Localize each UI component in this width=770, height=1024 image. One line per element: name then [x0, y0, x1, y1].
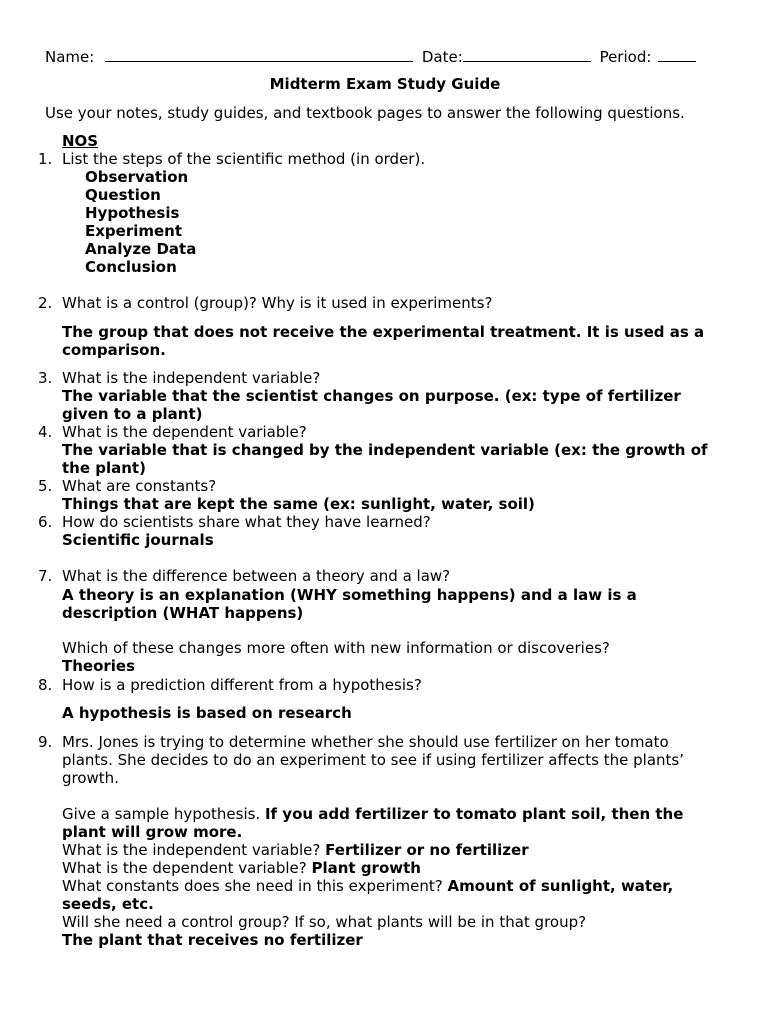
q9-dv-question: What is the dependent variable?: [62, 859, 312, 877]
q1-answer-step: Hypothesis: [85, 204, 180, 222]
q8-question: How is a prediction different from a hypothesis?: [62, 676, 422, 694]
period-blank[interactable]: [658, 47, 696, 62]
instructions: Use your notes, study guides, and textbook pages to answer the following questions.: [45, 104, 685, 122]
q9-control-answer: The plant that receives no fertilizer: [62, 931, 363, 949]
q3-number: 3.: [38, 369, 53, 387]
q7-number: 7.: [38, 567, 53, 585]
q9-prompt: Mrs. Jones is trying to determine whether she should use fertilizer on her tomato: [62, 733, 669, 751]
q8-number: 8.: [38, 676, 53, 694]
q9-iv-answer: Fertilizer or no fertilizer: [325, 841, 529, 859]
period-label: Period:: [599, 48, 652, 66]
q1-number: 1.: [38, 150, 53, 168]
q9-dv-row: [62, 859, 421, 877]
q1-answer-step: Question: [85, 186, 161, 204]
name-blank[interactable]: [105, 47, 413, 62]
q1-answer-step: Observation: [85, 168, 189, 186]
q2-question: What is a control (group)? Why is it used in experiments?: [62, 294, 493, 312]
q9-prompt: plants. She decides to do an experiment to see if using fertilizer affects the plants’: [62, 751, 684, 769]
q9-number: 9.: [38, 733, 53, 751]
q9-prompt: growth.: [62, 769, 119, 787]
q1-answer-step: Conclusion: [85, 258, 177, 276]
q1-answer-step: Experiment: [85, 222, 183, 240]
q9-hypothesis-question: Give a sample hypothesis.: [62, 805, 265, 823]
q2-answer: comparison.: [62, 341, 166, 359]
q7-followup-answer: Theories: [62, 657, 136, 675]
q1-question: List the steps of the scientific method (in order).: [62, 150, 426, 168]
section-heading: NOS: [62, 132, 99, 150]
q8-answer: A hypothesis is based on research: [62, 704, 352, 722]
q6-number: 6.: [38, 513, 53, 531]
q7-question: What is the difference between a theory and a law?: [62, 567, 451, 585]
name-row: [45, 47, 696, 66]
q5-number: 5.: [38, 477, 53, 495]
q9-constants-answer: Amount of sunlight, water,: [447, 877, 674, 895]
q9-constants-row: [62, 877, 673, 895]
q9-constants-answer: seeds, etc.: [62, 895, 154, 913]
q5-answer: Things that are kept the same (ex: sunlight, water, soil): [62, 495, 535, 513]
q9-hypothesis-row: [62, 805, 683, 823]
q2-number: 2.: [38, 294, 53, 312]
q7-answer: description (WHAT happens): [62, 604, 304, 622]
q3-answer: given to a plant): [62, 405, 203, 423]
q9-hypothesis-answer: plant will grow more.: [62, 823, 243, 841]
q4-answer: The variable that is changed by the independent variable (ex: the growth of: [62, 441, 708, 459]
q6-question: How do scientists share what they have learned?: [62, 513, 431, 531]
q9-hypothesis-answer: If you add fertilizer to tomato plant soil, then the: [264, 805, 684, 823]
date-blank[interactable]: [463, 47, 591, 62]
q7-followup: Which of these changes more often with new information or discoveries?: [62, 639, 610, 657]
q9-iv-row: [62, 841, 529, 859]
q9-dv-answer: Plant growth: [311, 859, 421, 877]
q1-answer-step: Analyze Data: [85, 240, 197, 258]
q2-answer: The group that does not receive the experimental treatment. It is used as a: [62, 323, 705, 341]
q3-question: What is the independent variable?: [62, 369, 321, 387]
name-label: Name:: [45, 48, 95, 66]
q3-answer: The variable that the scientist changes on purpose. (ex: type of fertilizer: [62, 387, 681, 405]
date-label: Date:: [421, 48, 463, 66]
q4-question: What is the dependent variable?: [62, 423, 307, 441]
q9-iv-question: What is the independent variable?: [62, 841, 326, 859]
q4-number: 4.: [38, 423, 53, 441]
q9-constants-question: What constants does she need in this experiment?: [62, 877, 448, 895]
q5-question: What are constants?: [62, 477, 217, 495]
q9-control-question: Will she need a control group? If so, what plants will be in that group?: [62, 913, 587, 931]
q7-answer: A theory is an explanation (WHY something happens) and a law is a: [62, 586, 637, 604]
q6-answer: Scientific journals: [62, 531, 214, 549]
page-title: Midterm Exam Study Guide: [269, 75, 501, 93]
q4-answer: the plant): [62, 459, 146, 477]
